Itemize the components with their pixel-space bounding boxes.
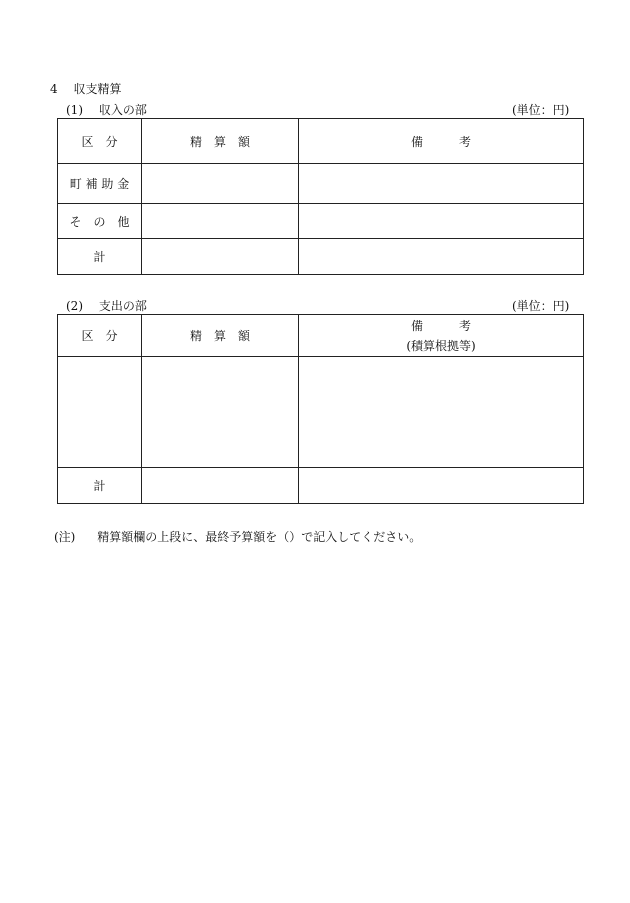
expense-heading (66, 297, 147, 314)
expense-row-amount[interactable] (142, 468, 299, 504)
income-row-remarks[interactable] (299, 204, 584, 239)
income-header-category: 区 分 (58, 119, 142, 164)
expense-number: (2) (66, 299, 83, 313)
table-row (58, 239, 584, 275)
income-row-amount[interactable] (142, 239, 299, 275)
expense-header-amount: 精 算 額 (142, 315, 299, 357)
expense-header-remarks-line2: (積算根拠等) (406, 338, 476, 353)
expense-row-category[interactable] (58, 357, 142, 468)
table-row (58, 357, 584, 468)
income-row-amount[interactable] (142, 164, 299, 204)
income-row-remarks[interactable] (299, 239, 584, 275)
expense-row-remarks[interactable] (299, 468, 584, 504)
table-row (58, 468, 584, 504)
income-row-remarks[interactable] (299, 164, 584, 204)
income-row-category: 町 補 助 金 (58, 164, 142, 204)
income-table (57, 118, 584, 275)
section-number: 4 (50, 82, 58, 96)
table-row (58, 204, 584, 239)
section-heading (50, 80, 121, 97)
income-header-remarks: 備 考 (299, 119, 584, 164)
footnote-label: (注) (54, 530, 76, 544)
income-number: (1) (66, 103, 83, 117)
footnote-text: 精算額欄の上段に、最終予算額を（）で記入してください。 (97, 530, 422, 544)
table-row (58, 164, 584, 204)
expense-unit: (単位：円) (512, 299, 570, 313)
expense-title: 支出の部 (98, 299, 147, 313)
expense-row-amount[interactable] (142, 357, 299, 468)
expense-header-row (58, 315, 584, 357)
income-unit: (単位：円) (512, 103, 570, 117)
income-heading (66, 101, 147, 118)
expense-row-remarks[interactable] (299, 357, 584, 468)
expense-row-category: 計 (58, 468, 142, 504)
section-title: 収支精算 (73, 82, 122, 96)
expense-header-remarks-line1: 備 考 (410, 318, 471, 333)
income-row-category: そ の 他 (58, 204, 142, 239)
income-row-category: 計 (58, 239, 142, 275)
expense-header-category: 区 分 (58, 315, 142, 357)
expense-header-remarks (299, 315, 584, 357)
income-header-row (58, 119, 584, 164)
expense-table (57, 314, 584, 504)
income-row-amount[interactable] (142, 204, 299, 239)
income-header-amount: 精 算 額 (142, 119, 299, 164)
income-title: 収入の部 (98, 103, 147, 117)
footnote (54, 528, 421, 545)
